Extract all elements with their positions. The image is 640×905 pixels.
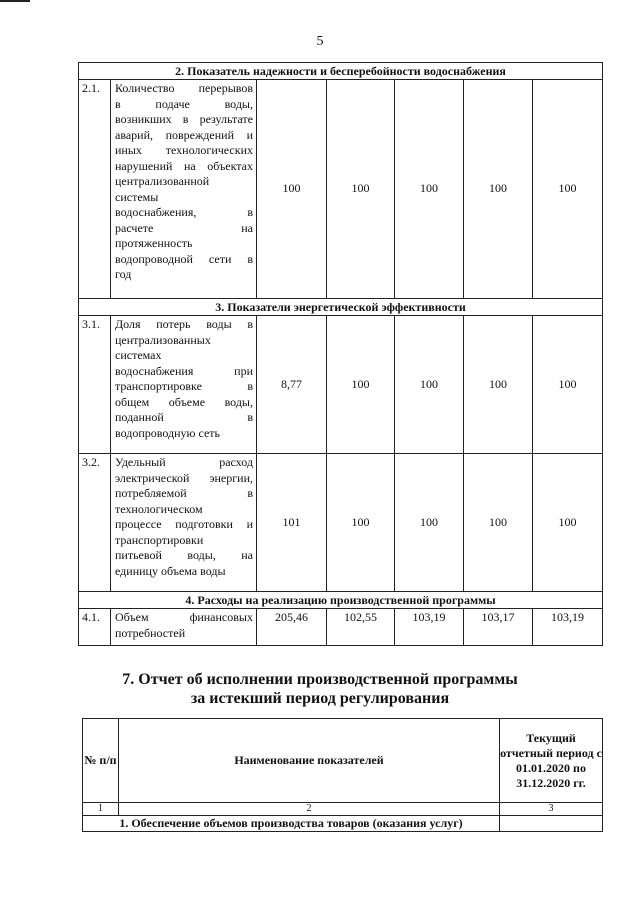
section-title: 4. Расходы на реализацию производственной программы (79, 592, 603, 609)
value-cell: 100 (533, 80, 603, 299)
indicator-name-line: общем объеме воды, (115, 394, 253, 409)
indicator-name-line: протяженность (115, 236, 193, 250)
column-number: 1 (83, 803, 119, 816)
indicator-name (111, 609, 257, 646)
indicator-name-line: расчете на (115, 220, 253, 235)
value-cell: 100 (395, 454, 464, 592)
value-cell: 100 (327, 454, 395, 592)
column-number: 3 (500, 803, 603, 816)
indicator-name (111, 316, 257, 454)
row-number: 4.1. (79, 609, 111, 646)
indicator-name-line: процессе подготовки и (115, 517, 253, 531)
report-heading-line: 7. Отчет об исполнении производственной программы (122, 671, 518, 688)
indicator-name-line: год (115, 267, 132, 281)
column-header-period: Текущий отчетный период с 01.01.2020 по 31.12.2020 гг. (500, 719, 603, 803)
report-table (82, 718, 603, 832)
section-header-row (79, 299, 603, 316)
value-cell: 101 (257, 454, 327, 592)
indicator-name-line: в подаче воды, (115, 96, 253, 111)
section-header-row (79, 63, 603, 80)
indicator-name-line: системах (115, 348, 162, 362)
value-cell: 8,77 (257, 316, 327, 454)
section-title: 1. Обеспечение объемов производства товаров (оказания услуг) (83, 816, 500, 832)
indicator-name-line: транспортировке в (115, 379, 253, 393)
indicator-name-line: потребностей (115, 625, 186, 640)
value-cell: 103,17 (464, 609, 533, 646)
table-row (79, 80, 603, 299)
column-number: 2 (119, 803, 500, 816)
value-cell: 100 (464, 80, 533, 299)
empty-cell (500, 816, 603, 832)
value-cell: 100 (533, 454, 603, 592)
indicators-table (78, 62, 603, 646)
value-cell: 205,46 (257, 609, 327, 646)
scan-edge-mark (0, 0, 30, 2)
indicator-name-line: единицу объема воды (115, 563, 226, 578)
column-header-number: № п/п (83, 719, 119, 803)
table-header-row (83, 719, 603, 803)
section-title: 2. Показатель надежности и бесперебойности водоснабжения (79, 63, 603, 80)
value-cell: 100 (327, 316, 395, 454)
report-heading (0, 670, 640, 708)
indicator-name-line: системы (115, 189, 159, 204)
indicator-name-line: нарушений на объектах (115, 158, 253, 173)
value-cell: 100 (464, 316, 533, 454)
indicator-name-line: аварий, повреждений и (115, 127, 253, 142)
row-number: 3.2. (79, 454, 111, 592)
indicator-name-line: централизованной (115, 174, 210, 188)
value-cell: 100 (257, 80, 327, 299)
indicator-name-line: электрической энергии, (115, 470, 253, 485)
row-number: 2.1. (79, 80, 111, 299)
indicator-name-line: потребляемой в (115, 486, 253, 500)
indicator-name-line: централизованных (115, 332, 211, 347)
indicator-name-line: водоснабжения при (115, 363, 253, 378)
indicator-name-line: транспортировки (115, 532, 204, 547)
column-header-name: Наименование показателей (119, 719, 500, 803)
indicator-name-line: водоснабжения, в (115, 205, 253, 219)
section-header-row (79, 592, 603, 609)
section-header-row (83, 816, 603, 832)
value-cell: 100 (533, 316, 603, 454)
indicator-name-line: Доля потерь воды в (115, 317, 253, 331)
indicator-name (111, 454, 257, 592)
section-title: 3. Показатели энергетической эффективности (79, 299, 603, 316)
report-heading-line: за истекший период регулирования (190, 690, 450, 707)
table-row (79, 454, 603, 592)
indicator-name-line: водопроводной сети в (115, 251, 253, 266)
indicator-name-line: технологическом (115, 501, 203, 516)
column-number-row (83, 803, 603, 816)
value-cell: 100 (395, 80, 464, 299)
indicator-name-line: питьевой воды, на (115, 548, 253, 562)
value-cell: 100 (395, 316, 464, 454)
indicator-name-line: водопроводную сеть (115, 425, 221, 440)
indicator-name (111, 80, 257, 299)
indicator-name-line: поданной в (115, 410, 253, 424)
row-number: 3.1. (79, 316, 111, 454)
indicator-name-line: Удельный расход (115, 455, 253, 469)
table-row (79, 609, 603, 646)
indicator-name-line: возникших в результате (115, 112, 253, 126)
table-row (79, 316, 603, 454)
value-cell: 100 (327, 80, 395, 299)
page-number: 5 (316, 34, 324, 49)
value-cell: 103,19 (533, 609, 603, 646)
value-cell: 100 (464, 454, 533, 592)
indicator-name-line: Объем финансовых (115, 610, 253, 624)
indicator-name-line: Количество перерывов (115, 81, 253, 95)
value-cell: 103,19 (395, 609, 464, 646)
value-cell: 102,55 (327, 609, 395, 646)
indicator-name-line: иных технологических (115, 143, 253, 157)
